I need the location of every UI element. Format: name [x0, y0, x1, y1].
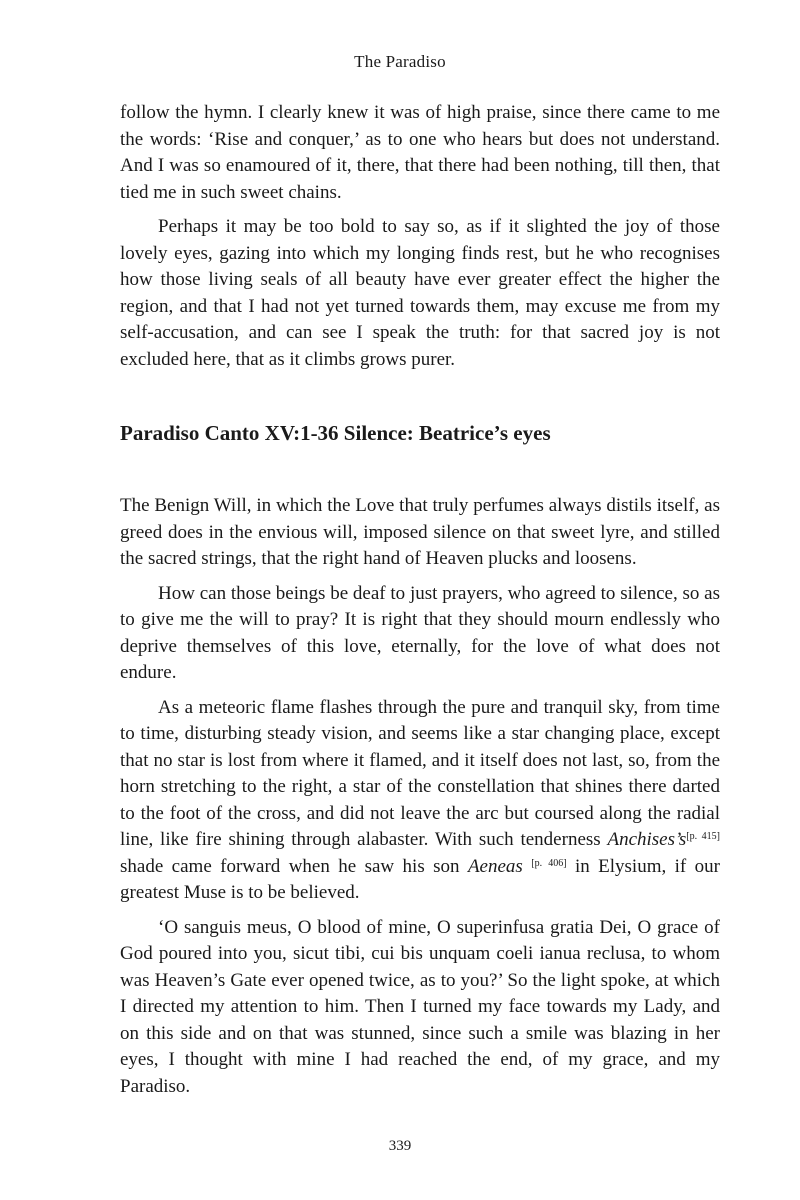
paragraph-continued: follow the hymn. I clearly knew it was of high praise, since there came to me the words: ‘Rise and conquer,’ as to one who hears but does not understand. And I was so enamoured of it, there, that there had been nothing, till then, that tied me in such sweet chains.: [120, 102, 720, 203]
paragraph-with-references: [120, 695, 720, 907]
paragraph-text: shade came forward when he saw his son: [120, 855, 468, 877]
name-anchises: Anchises’s: [607, 829, 687, 850]
name-aeneas: Aeneas: [467, 855, 523, 877]
page-number: 339: [388, 1138, 412, 1154]
paragraph-text: in Elysium, if our greatest Muse is to be believed.: [120, 855, 720, 903]
page-reference-link[interactable]: [p. 415]: [686, 831, 720, 842]
page-reference-link[interactable]: [p. 406]: [531, 857, 567, 869]
paragraph-text: As a meteoric flame flashes through the pure and tranquil sky, from time to time, disturbing steady vision, and seems like a star changing place, except that no star is lost from where it flamed, and it itself does not last, so, from the horn stretching to the right, a star of the constellation that shines there darted to the foot of the cross, and did not leave the arc but coursed along the radial line, like fire shining through alabaster. With such tenderness: [120, 696, 720, 850]
running-head: The Paradiso: [354, 52, 446, 71]
paragraph: ‘O sanguis meus, O blood of mine, O superinfusa gratia Dei, O grace of God poured into you, sicut tibi, cui bis unquam coeli ianua reclusa, to whom was Heaven’s Gate ever opened twice, as to you?’ So the light spoke, at which I directed my attention to him. Then I turned my face towards my Lady, and on this side and on that was stunned, since such a smile was blazing in her eyes, I thought with mine I had reached the end, of my grace, and my Paradiso.: [120, 916, 720, 1097]
paragraph: Perhaps it may be too bold to say so, as if it slighted the joy of those lovely eyes, gazing into which my longing finds rest, but he who recognises how those living seals of all beauty have ever greater effect the higher the region, and that I had not yet turned towards them, may excuse me from my self-accusation, and can see I speak the truth: for that sacred joy is not excluded here, that as it climbs grows purer.: [120, 216, 720, 370]
paragraph: The Benign Will, in which the Love that truly perfumes always distils itself, as greed does in the envious will, imposed silence on that sweet lyre, and stilled the sacred strings, that the right hand of Heaven plucks and loosens.: [120, 495, 720, 569]
section-heading: Paradiso Canto XV:1-36 Silence: Beatrice’s eyes: [120, 421, 551, 445]
page-body: [120, 100, 720, 1100]
paragraph: How can those beings be deaf to just prayers, who agreed to silence, so as to give me the will to pray? It is right that they should mourn endlessly who deprive themselves of this love, eternally, for the love of what does not endure.: [120, 582, 720, 683]
